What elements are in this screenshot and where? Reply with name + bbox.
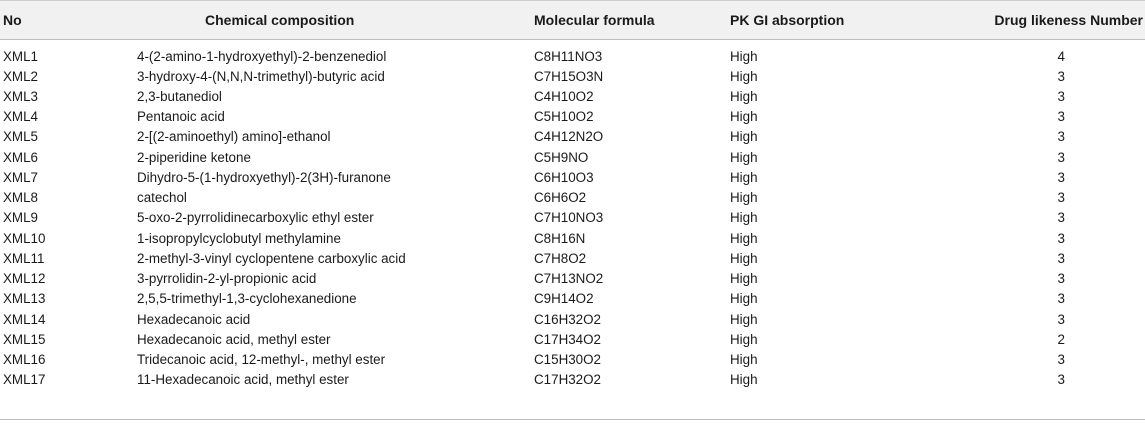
cell-chemical-composition: 11-Hexadecanoic acid, methyl ester: [137, 372, 349, 388]
table-row: [0, 147, 1145, 167]
header-row: [0, 0, 1145, 40]
cell-pk-gi-absorption: High: [730, 291, 758, 307]
table-header: [0, 0, 1145, 40]
cell-chemical-composition: 5-oxo-2-pyrrolidinecarboxylic ethyl ester: [137, 210, 374, 226]
table-row: [0, 289, 1145, 309]
cell-no: XML9: [3, 210, 38, 226]
cell-molecular-formula: C7H8O2: [534, 250, 587, 266]
cell-no: XML6: [3, 149, 38, 165]
cell-chemical-composition: 2-piperidine ketone: [137, 149, 251, 165]
cell-pk-gi-absorption: High: [730, 210, 758, 226]
header-pk-gi-absorption: PK GI absorption: [730, 12, 845, 28]
cell-no: XML10: [3, 230, 46, 246]
cell-drug-likeness-number: 3: [1057, 372, 1065, 388]
cell-molecular-formula: C8H16N: [534, 230, 586, 246]
cell-molecular-formula: C5H9NO: [534, 149, 589, 165]
cell-molecular-formula: C5H10O2: [534, 109, 594, 125]
table-row: [0, 370, 1145, 390]
cell-molecular-formula: C6H10O3: [534, 169, 594, 185]
table-row: [0, 208, 1145, 228]
table-row: [0, 269, 1145, 289]
cell-pk-gi-absorption: High: [730, 109, 758, 125]
cell-molecular-formula: C7H15O3N: [534, 68, 604, 84]
table-row: [0, 167, 1145, 187]
cell-pk-gi-absorption: High: [730, 311, 758, 327]
cell-molecular-formula: C4H12N2O: [534, 129, 604, 145]
cell-no: XML4: [3, 109, 38, 125]
table-row: [0, 188, 1145, 208]
cell-pk-gi-absorption: High: [730, 169, 758, 185]
cell-drug-likeness-number: 3: [1057, 129, 1065, 145]
table-row: [0, 248, 1145, 268]
cell-drug-likeness-number: 3: [1057, 210, 1065, 226]
cell-no: XML1: [3, 48, 38, 64]
cell-chemical-composition: Hexadecanoic acid: [137, 311, 251, 327]
cell-molecular-formula: C17H32O2: [534, 372, 601, 388]
cell-pk-gi-absorption: High: [730, 88, 758, 104]
cell-molecular-formula: C8H11NO3: [534, 48, 603, 64]
cell-pk-gi-absorption: High: [730, 250, 758, 266]
cell-molecular-formula: C7H13NO2: [534, 271, 604, 287]
table-row: [0, 127, 1145, 147]
table-bottom-rule: [0, 419, 1145, 420]
cell-drug-likeness-number: 3: [1057, 291, 1065, 307]
cell-molecular-formula: C9H14O2: [534, 291, 594, 307]
table-row: [0, 107, 1145, 127]
header-chemical-composition: Chemical composition: [205, 12, 355, 28]
cell-no: XML17: [3, 372, 46, 388]
cell-drug-likeness-number: 3: [1057, 271, 1065, 287]
cell-drug-likeness-number: 3: [1057, 88, 1065, 104]
cell-chemical-composition: 1-isopropylcyclobutyl methylamine: [137, 230, 341, 246]
cell-chemical-composition: Dihydro-5-(1-hydroxyethyl)-2(3H)-furanone: [137, 169, 391, 185]
cell-chemical-composition: 2-methyl-3-vinyl cyclopentene carboxylic acid: [137, 250, 406, 266]
cell-drug-likeness-number: 3: [1057, 169, 1065, 185]
cell-chemical-composition: catechol: [137, 190, 187, 206]
header-no: No: [3, 12, 22, 28]
cell-no: XML16: [3, 352, 46, 368]
header-drug-likeness-number: Drug likeness Number: [994, 12, 1143, 28]
cell-drug-likeness-number: 3: [1057, 190, 1065, 206]
cell-no: XML12: [3, 271, 46, 287]
table-row: [0, 66, 1145, 86]
cell-molecular-formula: C17H34O2: [534, 331, 601, 347]
cell-chemical-composition: 2,3-butanediol: [137, 88, 222, 104]
cell-chemical-composition: 2-[(2-aminoethyl) amino]-ethanol: [137, 129, 331, 145]
cell-molecular-formula: C4H10O2: [534, 88, 594, 104]
cell-chemical-composition: Tridecanoic acid, 12-methyl-, methyl ester: [137, 352, 386, 368]
table-row: [0, 228, 1145, 248]
cell-drug-likeness-number: 3: [1057, 250, 1065, 266]
cell-drug-likeness-number: 3: [1057, 230, 1065, 246]
cell-drug-likeness-number: 2: [1057, 331, 1065, 347]
cell-molecular-formula: C6H6O2: [534, 190, 587, 206]
cell-no: XML13: [3, 291, 46, 307]
cell-pk-gi-absorption: High: [730, 331, 758, 347]
cell-chemical-composition: Hexadecanoic acid, methyl ester: [137, 331, 331, 347]
cell-no: XML5: [3, 129, 38, 145]
cell-pk-gi-absorption: High: [730, 271, 758, 287]
cell-drug-likeness-number: 3: [1057, 149, 1065, 165]
cell-no: XML15: [3, 331, 46, 347]
cell-pk-gi-absorption: High: [730, 230, 758, 246]
table-row: [0, 350, 1145, 370]
cell-pk-gi-absorption: High: [730, 48, 758, 64]
cell-pk-gi-absorption: High: [730, 149, 758, 165]
cell-no: XML11: [3, 250, 45, 266]
cell-no: XML7: [3, 169, 38, 185]
cell-no: XML2: [3, 68, 38, 84]
cell-pk-gi-absorption: High: [730, 372, 758, 388]
table-row: [0, 40, 1145, 66]
table-row: [0, 86, 1145, 106]
cell-molecular-formula: C16H32O2: [534, 311, 601, 327]
cell-pk-gi-absorption: High: [730, 190, 758, 206]
cell-pk-gi-absorption: High: [730, 68, 758, 84]
cell-molecular-formula: C15H30O2: [534, 352, 601, 368]
cell-chemical-composition: 3-hydroxy-4-(N,N,N-trimethyl)-butyric acid: [137, 68, 385, 84]
table-row: [0, 309, 1145, 329]
cell-chemical-composition: 3-pyrrolidin-2-yl-propionic acid: [137, 271, 317, 287]
cell-pk-gi-absorption: High: [730, 352, 758, 368]
header-molecular-formula: Molecular formula: [534, 12, 655, 28]
cell-no: XML3: [3, 88, 38, 104]
cell-molecular-formula: C7H10NO3: [534, 210, 604, 226]
cell-drug-likeness-number: 3: [1057, 352, 1065, 368]
cell-no: XML8: [3, 190, 38, 206]
table-body: [0, 40, 1145, 390]
cell-pk-gi-absorption: High: [730, 129, 758, 145]
cell-chemical-composition: Pentanoic acid: [137, 109, 225, 125]
cell-drug-likeness-number: 4: [1057, 48, 1065, 64]
cell-drug-likeness-number: 3: [1057, 68, 1065, 84]
cell-chemical-composition: 2,5,5-trimethyl-1,3-cyclohexanedione: [137, 291, 357, 307]
cell-drug-likeness-number: 3: [1057, 109, 1065, 125]
cell-drug-likeness-number: 3: [1057, 311, 1065, 327]
table-row: [0, 329, 1145, 349]
cell-chemical-composition: 4-(2-amino-1-hydroxyethyl)-2-benzenediol: [137, 48, 387, 64]
cell-no: XML14: [3, 311, 46, 327]
